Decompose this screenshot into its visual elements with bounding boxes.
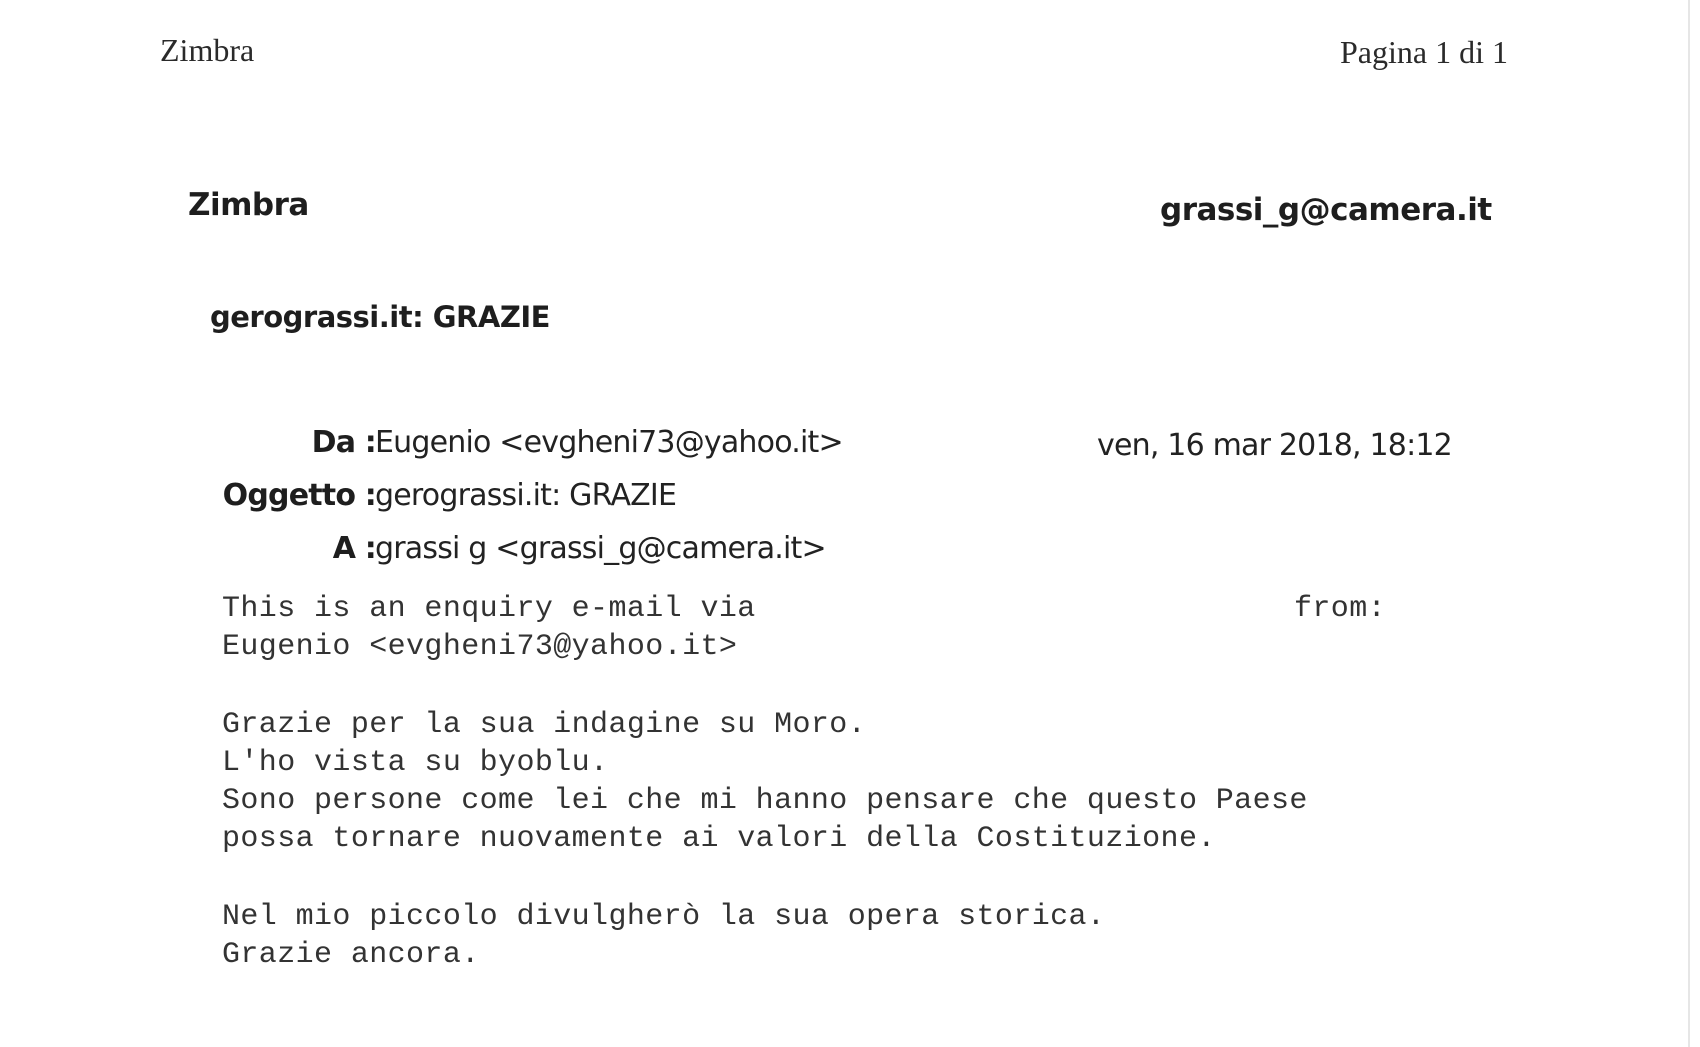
subject-label: Oggetto : — [222, 478, 376, 513]
message-date: ven, 16 mar 2018, 18:12 — [1097, 428, 1452, 463]
body-line: Nel mio piccolo divulgherò la sua opera storica. — [222, 900, 1106, 934]
body-line: Eugenio <evgheni73@yahoo.it> — [222, 630, 738, 664]
account-email: grassi_g@camera.it — [1160, 192, 1492, 228]
from-value: Eugenio <evgheni73@yahoo.it> — [375, 425, 843, 460]
body-line-tail: from: — [1294, 592, 1387, 626]
to-label: A : — [332, 531, 376, 566]
message-title: gerograssi.it: GRAZIE — [210, 300, 550, 334]
body-line: Sono persone come lei che mi hanno pensare che questo Paese — [222, 784, 1308, 818]
from-label: Da : — [311, 425, 376, 460]
print-header-page-number: Pagina 1 di 1 — [1340, 34, 1508, 70]
print-header-app-name: Zimbra — [160, 32, 255, 68]
to-value: grassi g <grassi_g@camera.it> — [375, 531, 826, 566]
body-line: This is an enquiry e-mail via — [222, 592, 756, 626]
body-line: L'ho vista su byoblu. — [222, 746, 609, 780]
scan-edge-divider — [1688, 0, 1690, 1047]
app-name: Zimbra — [188, 187, 309, 223]
body-line: possa tornare nuovamente ai valori della Costituzione. — [222, 822, 1216, 856]
body-line: Grazie ancora. — [222, 938, 480, 972]
subject-value: gerograssi.it: GRAZIE — [375, 478, 677, 513]
body-line: Grazie per la sua indagine su Moro. — [222, 708, 867, 742]
